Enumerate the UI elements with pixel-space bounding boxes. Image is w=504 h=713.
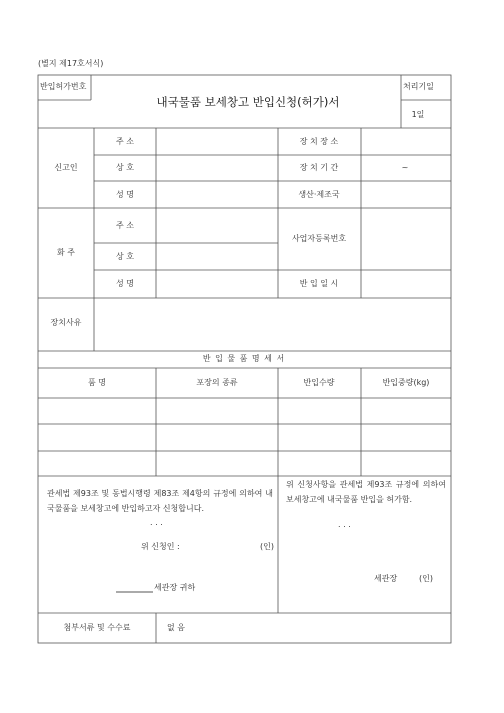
declarant-address-label: 주 소: [116, 137, 134, 146]
attachments-value: 없 음: [167, 623, 185, 632]
declarant-name-label: 성 명: [116, 190, 134, 199]
applicant-seal: (인): [260, 542, 274, 551]
approval-seal: (인): [419, 574, 433, 583]
processing-period-label: 처리기일: [403, 82, 434, 91]
owner-name-label: 성 명: [116, 279, 134, 288]
import-datetime-label: 반 입 일 시: [299, 279, 339, 288]
storage-reason-label: 장치사유: [50, 318, 82, 327]
form-number: (별지 제17호서식): [38, 59, 104, 68]
storage-location-label: 장 치 장 소: [299, 137, 339, 146]
approval-official: 세관장: [374, 574, 398, 583]
attachments-label: 첨부서류 및 수수료: [63, 623, 131, 632]
applicant-label: 위 신청인 :: [141, 542, 180, 551]
owner-business-label: 상 호: [116, 252, 134, 261]
permit-number-label: 반입허가번호: [40, 82, 87, 91]
declarant-label: 신고인: [54, 163, 78, 172]
storage-period-tilde: ~: [401, 163, 409, 172]
owner-label: 화 주: [57, 248, 75, 257]
col-quantity: 반입수량: [303, 378, 335, 387]
addressee-customs-chief: 세관장 귀하: [154, 583, 196, 592]
approval-statement: 위 신청사항을 관세법 제93조 규정에 의하여 보세창고에 내국물품 반입을 허가함.: [286, 480, 446, 504]
approval-date-marks: . . .: [338, 520, 351, 529]
storage-period-label: 장 치 기 간: [299, 163, 339, 172]
declarant-business-label: 상 호: [116, 163, 134, 172]
applicant-date-marks: . . .: [150, 518, 163, 527]
col-package-type: 포장의 종류: [196, 378, 238, 387]
form-title: 내국물품 보세창고 반입신청(허가)서: [156, 95, 340, 109]
biz-reg-no-label: 사업자등록번호: [291, 234, 347, 243]
owner-address-label: 주 소: [116, 221, 134, 230]
col-weight: 반입중량(kg): [382, 378, 430, 387]
col-item-name: 품 명: [88, 378, 106, 387]
applicant-statement: 관세법 제93조 및 동법시행령 제83조 제4항의 규정에 의하여 내국물품을 보세창고에 반입하고자 신청합니다.: [47, 489, 273, 513]
processing-period-value: 1일: [411, 110, 425, 119]
origin-country-label: 생산·제조국: [298, 190, 340, 199]
items-section-title: 반 입 물 품 명 세 서: [202, 354, 286, 363]
